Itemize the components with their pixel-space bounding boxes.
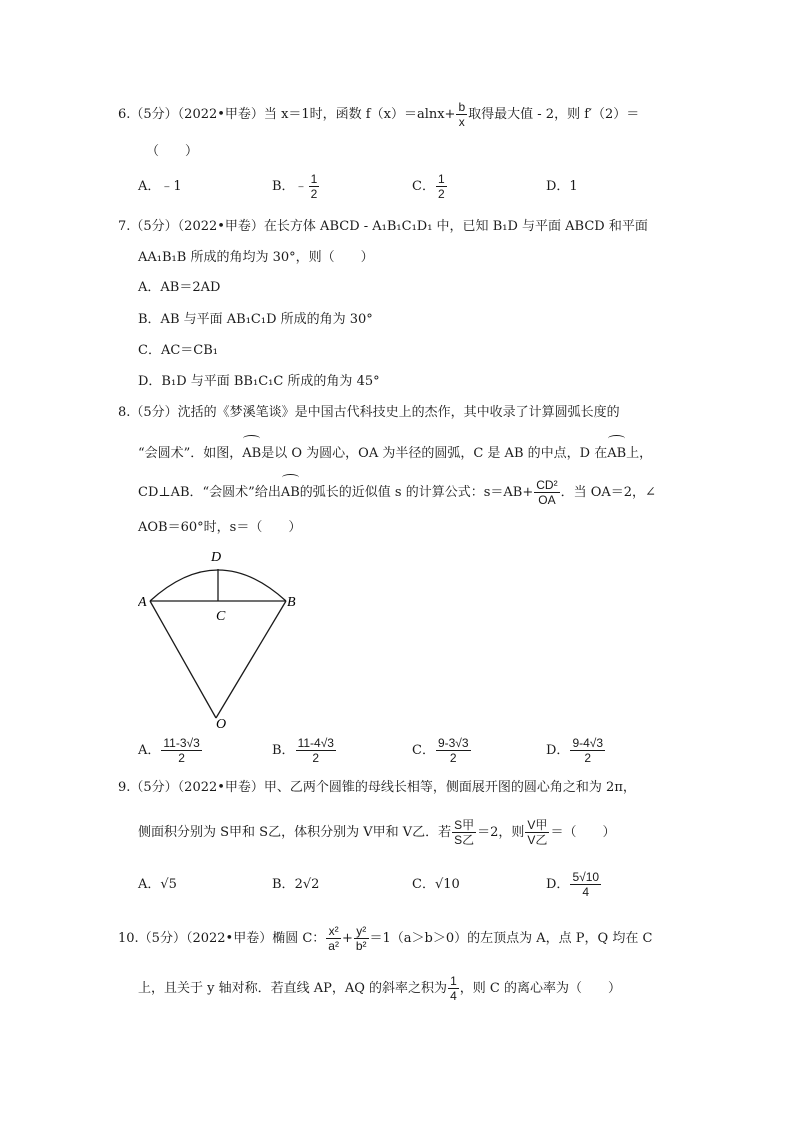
- q9-option-c[interactable]: C．√10: [412, 877, 460, 892]
- label-c: C: [216, 609, 226, 624]
- q8-option-c[interactable]: C． $\frac{9-3√3}{2}$: [412, 736, 469, 765]
- label-d: D: [211, 550, 222, 565]
- arc-ab-symbol: AB: [607, 436, 626, 469]
- q8-option-a[interactable]: A． $\frac{11-3√3}{2}$: [138, 736, 200, 765]
- q10-frac-y2-b2: $\frac{\text{y²}}{\text{b²}}$: [355, 924, 367, 953]
- arc-ab-symbol: AB: [242, 436, 261, 469]
- label-a: A: [138, 595, 147, 610]
- q9-option-a[interactable]: A．√5: [138, 877, 177, 892]
- q10-stem-line1: 10.（5分）（2022•甲卷）椭圆 C： $\frac{\text{x²}}{\text{a²}}$ + $\frac{\text{y²}}{\text{b²}}$ ＝1（a＞b＞0）的左顶点为 A，点 P，Q 均在 C: [118, 924, 653, 953]
- q6-stem-text: 6.（5分）（2022•甲卷）当: [118, 107, 282, 122]
- q10-stem-line2: 上，且关于 y 轴对称．若直线 AP，AQ 的斜率之积为 $\frac{1}{4}$ ，则 C 的离心率为（ ）: [138, 974, 621, 1003]
- q8-option-b[interactable]: B． $\frac{11-4√3}{2}$: [272, 736, 334, 765]
- q7-option-c[interactable]: C．AC＝CB₁: [138, 343, 218, 358]
- q7-option-a[interactable]: A．AB＝2AD: [138, 280, 221, 295]
- q8-figure: [138, 544, 308, 730]
- q6-stem-end: 取得最大值 - 2，则 f′（2）＝: [468, 107, 640, 122]
- arc-ab-symbol: AB: [281, 475, 300, 508]
- label-b: B: [287, 595, 296, 610]
- q7-option-d[interactable]: D．B₁D 与平面 BB₁C₁C 所成的角为 45°: [138, 374, 380, 389]
- q8-stem-line2: “会圆术”．如图，AB是以 O 为圆心，OA 为半径的圆弧，C 是 AB 的中点，D 在AB上，: [138, 436, 754, 466]
- q6-frac-b-over-x: $\frac{b}{x}$: [458, 100, 466, 129]
- q6-options: [138, 170, 698, 204]
- radius-oa: [150, 601, 216, 718]
- q8-stem-line3: CD⊥AB．“会圆术”给出AB的弧长的近似值 s 的计算公式：s＝AB+ $\frac{\text{CD²}}{OA}$ ．当 OA＝2，∠: [138, 475, 754, 505]
- q10-frac-1-4: $\frac{1}{4}$: [450, 974, 457, 1003]
- q6-option-c[interactable]: C． $\frac{1}{2}$: [412, 172, 445, 201]
- q8-frac-cd2-over-oa: $\frac{\text{CD²}}{OA}$: [536, 478, 558, 507]
- q9-stem-line1: 9.（5分）（2022•甲卷）甲、乙两个圆锥的母线长相等，侧面展开图的圆心角之和为 2π，: [118, 780, 636, 795]
- q9-frac-s-ratio: $\frac{\text{S甲}}{\text{S乙}}$: [454, 818, 475, 847]
- q8-options: [138, 734, 698, 768]
- q6-option-a[interactable]: A．﹣1: [138, 179, 182, 194]
- q7-option-b[interactable]: B．AB 与平面 AB₁C₁D 所成的角为 30°: [138, 312, 373, 327]
- q9-frac-v-ratio: $\frac{\text{V甲}}{\text{V乙}}$: [527, 818, 548, 847]
- q6-option-d[interactable]: D．1: [546, 179, 578, 194]
- q9-stem-line2: 侧面积分别为 S甲和 S乙，体积分别为 V甲和 V乙．若 $\frac{\text{S甲}}{\text{S乙}}$ ＝2，则 $\frac{\text{V甲}}{\text{V乙}}$ ＝（ ）: [138, 818, 616, 847]
- q9-options: [138, 868, 698, 902]
- q6-answer-blank: （ ）: [146, 144, 199, 159]
- q8-stem-line4: AOB＝60°时，s＝（ ）: [138, 520, 302, 535]
- q6-option-b[interactable]: B．﹣ $\frac{1}{2}$: [272, 172, 318, 201]
- q9-option-d[interactable]: D． $\frac{5√10}{4}$: [546, 870, 600, 899]
- q8-option-d[interactable]: D． $\frac{9-4√3}{2}$: [546, 736, 604, 765]
- q6-stem-function: x＝1时，函数 f（x）＝alnx+: [281, 107, 456, 122]
- q7-stem-line2: AA₁B₁B 所成的角均为 30°，则（ ）: [138, 250, 374, 265]
- q7-stem-line1: 7.（5分）（2022•甲卷）在长方体 ABCD - A₁B₁C₁D₁ 中，已知 B₁D 与平面 ABCD 和平面: [118, 219, 648, 234]
- q8-stem-line1: 8.（5分）沈括的《梦溪笔谈》是中国古代科技史上的杰作，其中收录了计算圆弧长度的: [118, 405, 620, 420]
- q6-stem-line1: [118, 100, 754, 130]
- radius-ob: [216, 601, 286, 718]
- q9-option-b[interactable]: B．2√2: [272, 877, 320, 892]
- q10-frac-x2-a2: $\frac{\text{x²}}{\text{a²}}$: [328, 924, 339, 953]
- label-o: O: [216, 717, 227, 730]
